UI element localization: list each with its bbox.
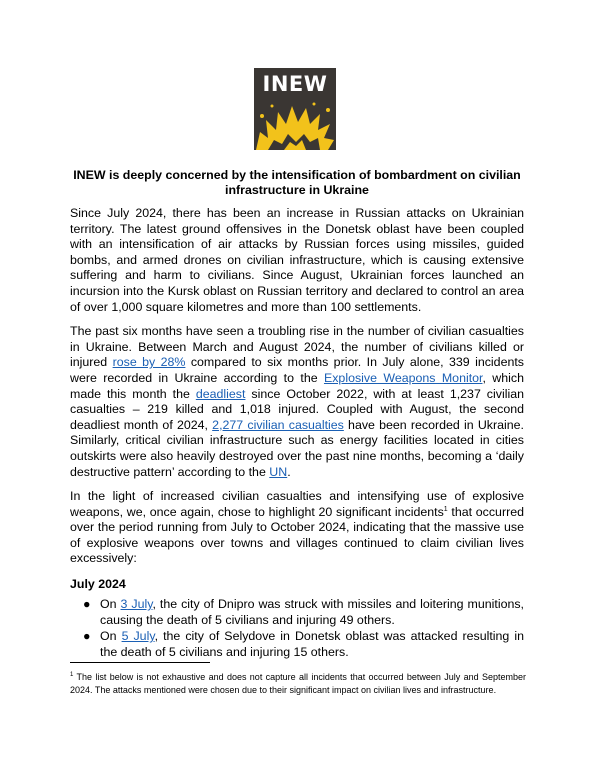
paragraph-casualties [70, 324, 524, 480]
section-heading: July 2024 [70, 577, 126, 592]
paragraph-intro: Since July 2024, there has been an increase in Russian attacks on Ukrainian territory. The latest ground offensives in the Donetsk oblast have been coupled with an intensification of air attacks by Russian forces using missiles, guided bombs, and armed drones on civilian infrastructure, which is causing extensive suffering and harm to civilians. Since August, Ukrainian forces launched an incursion into the Kursk oblast on Russian territory and declared to control an area of over 1,000 square kilometres and more than 100 settlements. [70, 206, 524, 314]
text-run: On [100, 629, 122, 644]
list-item [70, 629, 524, 660]
bullet-icon: ● [83, 597, 91, 612]
logo-text: INEW [262, 72, 328, 96]
text-run: . [287, 464, 291, 479]
list-item [70, 597, 524, 628]
text-run: have been recorded in Ukraine. Similarly, critical civilian infrastructure such as energy facilities located in cities outskirts were also heavily destroyed over the past nine months, becoming a ‘daily destructive pattern’ according to the [70, 417, 524, 479]
link-civilian-casualties[interactable]: 2,277 civilian casualties [212, 417, 344, 432]
link-5-july[interactable]: 5 July [121, 629, 155, 644]
paragraph-incidents [70, 489, 524, 567]
text-run: On [100, 597, 121, 612]
text-run: The past six months have seen a troubling rise in the number of civilian casualties in Ukraine. Between March and August 2024, the number of civilians killed or injured [70, 324, 524, 370]
text-run: compared to six months prior. In July alone, 339 incidents were recorded in Ukraine according to the [70, 355, 524, 385]
footnote-text: The list below is not exhaustive and does not capture all incidents that occurred between July and September 2024. The attacks mentioned were chosen due to their significant impact on civilian lives and infrastructure. [70, 672, 526, 695]
footnote-ref[interactable]: 1 [443, 505, 448, 513]
footnote [70, 671, 526, 697]
bullet-icon: ● [83, 629, 91, 644]
inew-logo [254, 68, 336, 150]
link-explosive-weapons-monitor[interactable]: Explosive Weapons Monitor [323, 370, 483, 385]
text-run: , the city of Selydove in Donetsk oblast was attacked resulting in the death of 5 civilians and injuring 15 others. [100, 629, 524, 659]
text-run: since October 2022, with at least 1,237 civilian casualties – 219 killed and 1,018 injured. Coupled with August, the second deadliest month of 2024, [70, 386, 524, 432]
footnote-divider [70, 662, 210, 663]
link-un[interactable]: UN [269, 464, 288, 479]
link-deadliest[interactable]: deadliest [195, 386, 246, 401]
link-rose-by-28[interactable]: rose by 28% [112, 355, 186, 370]
text-run: that occurred over the period running from July to October 2024, indicating that the massive use of explosive weapons over towns and villages continued to claim civilian lives excessively: [70, 504, 524, 566]
text-run: , the city of Dnipro was struck with missiles and loitering munitions, causing the death of 5 civilians and injuring 49 others. [100, 597, 524, 627]
text-run: In the light of increased civilian casualties and intensifying use of explosive weapons, we, once again, chose to highlight 20 significant incidents [70, 489, 524, 519]
footnote-marker: 1 [70, 672, 74, 678]
document-body [70, 168, 524, 661]
link-3-july[interactable]: 3 July [120, 597, 153, 612]
incident-list [70, 597, 524, 660]
document-title: INEW is deeply concerned by the intensification of bombardment on civilian infrastructure in Ukraine [73, 168, 521, 197]
explosion-icon [254, 98, 336, 150]
text-run: , which made this month the [70, 370, 524, 401]
